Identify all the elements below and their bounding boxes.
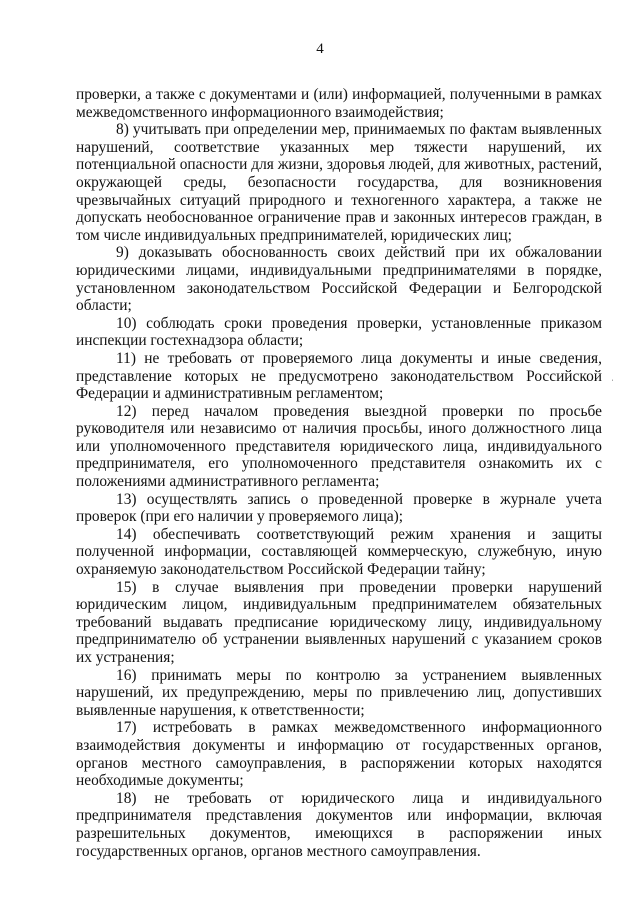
paragraph-item-16: 16) принимать меры по контролю за устранением выявленных нарушений, их предупреждению, меры по привлечению лиц, допустивших выявленные нарушения, к ответственности; bbox=[76, 666, 602, 719]
paragraph-item-11: 11) не требовать от проверяемого лица документы и иные сведения, представление которых не предусмотрено законодательством Российской Федерации и административным регламентом; bbox=[76, 349, 602, 403]
paragraph-item-12: 12) перед началом проведения выездной проверки по просьбе руководителя или независимо от наличия просьбы, иного должностного лица или уполномоченного представителя юридического лица, индивидуального предпринимателя, его уполномоченного представителя ознакомить их с положениями административного регламента; bbox=[76, 402, 602, 491]
paragraph-item-17: 17) истребовать в рамках межведомственного информационного взаимодействия документы и информацию от государственных органов, органов местного самоуправления, в распоряжении которых находятся необходимые документы; bbox=[76, 719, 602, 790]
document-body bbox=[76, 86, 602, 860]
paragraph-item-13: 13) осуществлять запись о проведенной проверке в журнале учета проверок (при его наличии у проверяемого лица); bbox=[76, 490, 602, 526]
page-number: 4 bbox=[316, 41, 324, 57]
paragraph-continuation: проверки, а также с документами и (или) информацией, полученными в рамках межведомственного информационного взаимодействия; bbox=[76, 86, 602, 121]
paragraph-item-9: 9) доказывать обоснованность своих действий при их обжаловании юридическими лицами, индивидуальными предпринимателями в порядке, установленном законодательством Российской Федерации и Белгородской области; bbox=[76, 244, 602, 315]
paragraph-item-18: 18) не требовать от юридического лица и индивидуального предпринимателя представления документов или информации, включая разрешительных документов, имеющихся в распоряжении иных государственных органов, органов местного самоуправления. bbox=[76, 789, 602, 860]
paragraph-item-8: 8) учитывать при определении мер, принимаемых по фактам выявленных нарушений, соответствие указанных мер тяжести нарушений, их потенциальной опасности для жизни, здоровья людей, для животных, растений, окружающей среды, безопасности государства, для возникновения чрезвычайных ситуаций природного и техногенного характера, а также не допускать необоснованное ограничение прав и законных интересов граждан, в том числе индивидуальных предпринимателей, юридических лиц; bbox=[76, 121, 602, 244]
paragraph-item-14: 14) обеспечивать соответствующий режим хранения и защиты полученной информации, составляющей коммерческую, служебную, иную охраняемую законодательством Российской Федерации тайну; bbox=[76, 525, 602, 579]
margin-mark: ˈ bbox=[611, 378, 614, 388]
paragraph-item-15: 15) в случае выявления при проведении проверки нарушений юридическим лицом, индивидуальным предпринимателем обязательных требований выдавать предписание юридическому лицу, индивидуальному предпринимателю об устранении выявленных нарушений с указанием сроков их устранения; bbox=[76, 578, 602, 666]
paragraph-item-10: 10) соблюдать сроки проведения проверки, установленные приказом инспекции гостехнадзора области; bbox=[76, 314, 602, 350]
